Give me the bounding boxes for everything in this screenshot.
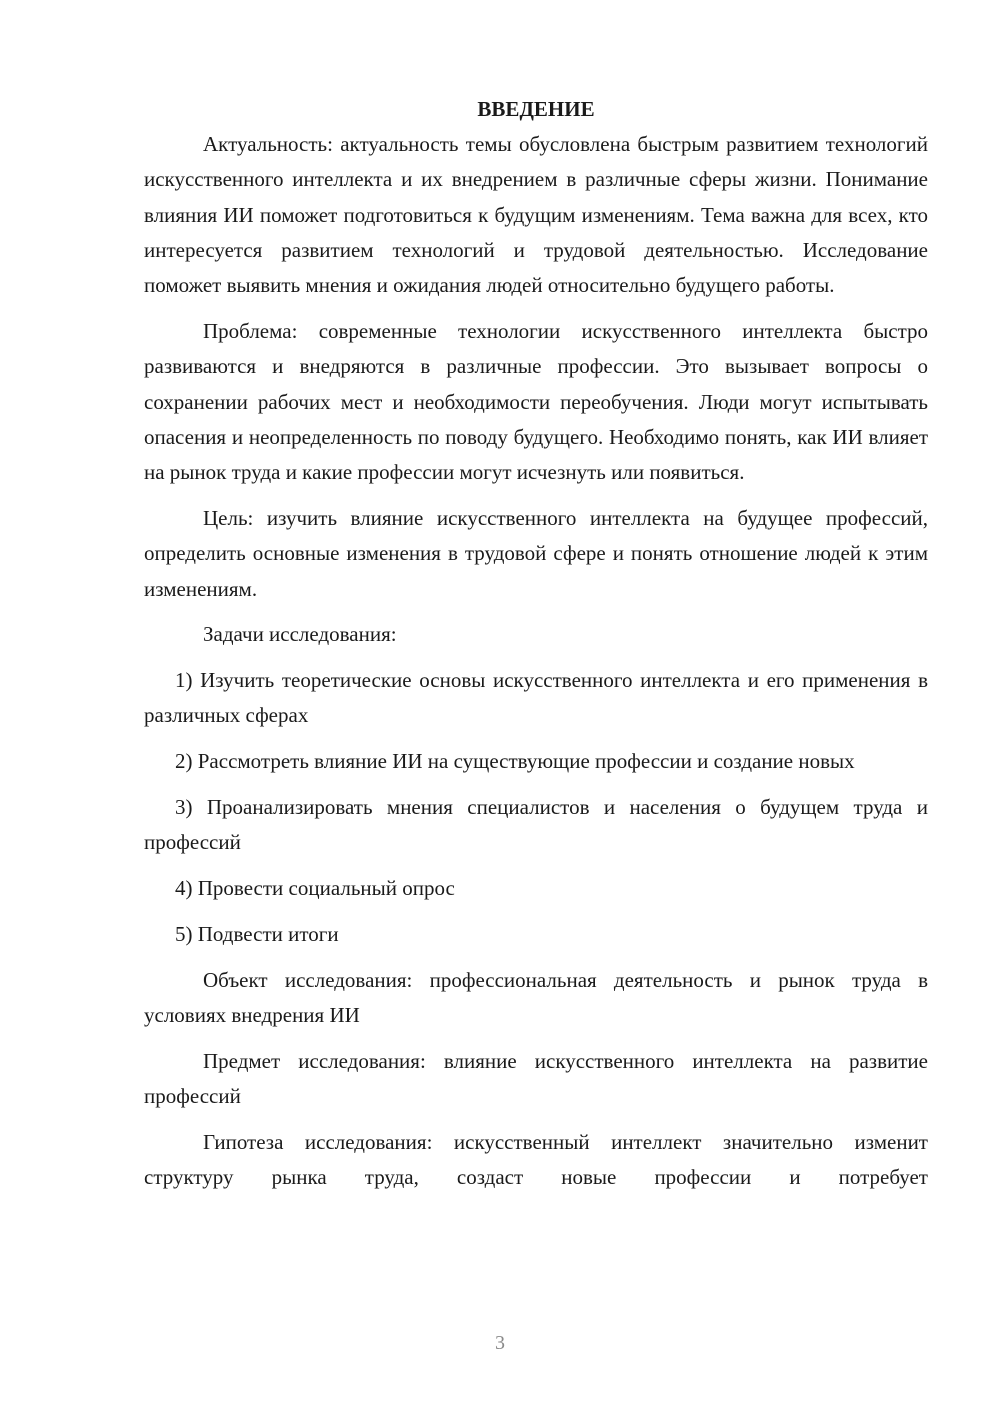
paragraph-hypothesis: Гипотеза исследования: искусственный интеллект значительно изменит структуру рынка труда, создаст новые профессии и потребует [144, 1129, 928, 1190]
tasks-heading: Задачи исследования: [203, 622, 397, 647]
task-item-5: 5) Подвести итоги [175, 921, 339, 946]
paragraph-subject: Предмет исследования: влияние искусственного интеллекта на развитие профессий [144, 1048, 928, 1109]
paragraph-goal: Цель: изучить влияние искусственного интеллекта на будущее профессий, определить основные изменения в трудовой сфере и понять отношение людей к этим изменениям. [144, 505, 928, 601]
document-page [144, 92, 928, 1196]
page-number: 3 [495, 1332, 505, 1354]
task-item-1: 1) Изучить теоретические основы искусственного интеллекта и его применения в различных сферах [144, 668, 928, 728]
task-item-4: 4) Провести социальный опрос [175, 876, 455, 901]
task-item-3: 3) Проанализировать мнения специалистов и населения о будущем труда и профессий [144, 795, 928, 855]
paragraph-problem: Проблема: современные технологии искусственного интеллекта быстро развиваются и внедряются в различные профессии. Это вызывает вопросы о сохранении рабочих мест и необходимости переобучения. Люди могут испытывать опасения и неопределенность по поводу будущего. Необходимо понять, как ИИ влияет на рынок труда и какие профессии могут исчезнуть или появиться. [144, 318, 928, 485]
paragraph-relevance: Актуальность: актуальность темы обусловлена быстрым развитием технологий искусственного интеллекта и их внедрением в различные сферы жизни. Понимание влияния ИИ поможет подготовиться к будущим изменениям. Тема важна для всех, кто интересуется развитием технологий и трудовой деятельностью. Исследование поможет выявить мнения и ожидания людей относительно будущего работы. [144, 132, 928, 298]
section-title: ВВЕДЕНИЕ [477, 97, 595, 121]
paragraph-object: Объект исследования: профессиональная деятельность и рынок труда в условиях внедрения ИИ [144, 967, 928, 1028]
task-item-2: 2) Рассмотреть влияние ИИ на существующие профессии и создание новых [175, 749, 855, 774]
